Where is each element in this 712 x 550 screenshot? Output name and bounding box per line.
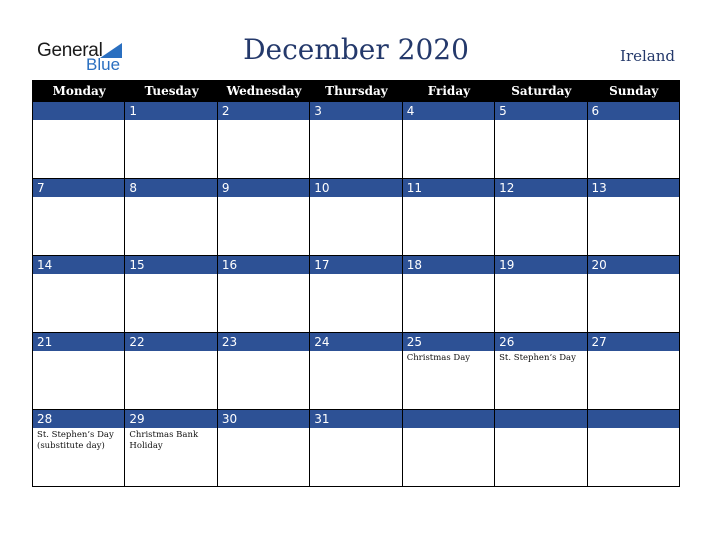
weekday-sunday: Sunday: [609, 84, 659, 98]
day-cell: [403, 410, 495, 487]
day-cell: [33, 179, 125, 256]
holiday-label: [218, 197, 309, 199]
week-row: [33, 410, 680, 487]
day-cell: [588, 410, 680, 487]
day-cell: [218, 256, 310, 333]
day-number: [495, 410, 586, 428]
day-number: 15: [125, 256, 216, 274]
weekday-monday: Monday: [52, 84, 106, 98]
logo-word-blue: Blue: [86, 55, 121, 74]
day-number: [33, 102, 124, 120]
holiday-label: [33, 351, 124, 353]
country-label: Ireland: [620, 47, 675, 65]
day-cell: [588, 179, 680, 256]
holiday-label: [218, 120, 309, 122]
day-number: 5: [495, 102, 586, 120]
day-number: 1: [125, 102, 216, 120]
weekday-friday: Friday: [427, 84, 471, 98]
holiday-label: St. Stephen’s Day: [499, 353, 576, 363]
holiday-label: [588, 351, 679, 353]
day-cell: [495, 102, 587, 179]
day-cell: [218, 102, 310, 179]
holiday-label: [588, 428, 679, 430]
day-cell: [33, 333, 125, 410]
holiday-label: [125, 120, 216, 122]
day-number: [403, 410, 494, 428]
weekday-header-row: [33, 81, 680, 102]
day-cell: [495, 256, 587, 333]
holiday-label: Christmas Bank Holiday: [129, 430, 199, 451]
holiday-label: [218, 274, 309, 276]
day-number: 25: [403, 333, 494, 351]
holiday-label: [495, 428, 586, 430]
day-number: 3: [310, 102, 401, 120]
day-cell: [310, 179, 402, 256]
day-cell: [588, 333, 680, 410]
day-number: 24: [310, 333, 401, 351]
holiday-label: [310, 274, 401, 276]
holiday-label: St. Stephen’s Day (substitute day): [37, 430, 114, 451]
day-cell: [403, 256, 495, 333]
day-number: 26: [495, 333, 586, 351]
day-cell: [403, 102, 495, 179]
day-number: 8: [125, 179, 216, 197]
holiday-label: [495, 120, 586, 122]
day-cell: [125, 256, 217, 333]
holiday-label: [125, 351, 216, 353]
day-cell: [310, 102, 402, 179]
day-cell: [403, 333, 495, 410]
holiday-label: [310, 197, 401, 199]
holiday-label: [310, 120, 401, 122]
week-row: [33, 179, 680, 256]
day-number: 22: [125, 333, 216, 351]
day-cell: [403, 179, 495, 256]
day-number: 30: [218, 410, 309, 428]
day-number: 23: [218, 333, 309, 351]
holiday-label: Christmas Day: [406, 353, 471, 363]
day-number: 11: [403, 179, 494, 197]
day-number: 6: [588, 102, 679, 120]
day-cell: [588, 256, 680, 333]
day-cell: [310, 256, 402, 333]
day-number: 29: [125, 410, 216, 428]
day-number: 9: [218, 179, 309, 197]
day-cell: [33, 102, 125, 179]
day-number: 31: [310, 410, 401, 428]
day-number: 19: [495, 256, 586, 274]
day-number: 2: [218, 102, 309, 120]
day-cell: [310, 410, 402, 487]
day-number: [588, 410, 679, 428]
holiday-label: [495, 197, 586, 199]
day-cell: [125, 179, 217, 256]
week-row: [33, 333, 680, 410]
holiday-label: [588, 120, 679, 122]
weekday-thursday: Thursday: [325, 84, 388, 98]
holiday-label: [403, 120, 494, 122]
day-cell: [218, 333, 310, 410]
day-number: 17: [310, 256, 401, 274]
holiday-label: [33, 274, 124, 276]
week-row: [33, 102, 680, 179]
logo-word-general: General: [37, 40, 103, 61]
holiday-label: [495, 274, 586, 276]
holiday-label: [588, 274, 679, 276]
calendar-title: December 2020: [243, 33, 469, 66]
day-number: 14: [33, 256, 124, 274]
holiday-label: [310, 351, 401, 353]
holiday-label: [403, 197, 494, 199]
holiday-label: [403, 274, 494, 276]
day-cell: [495, 410, 587, 487]
day-cell: [588, 102, 680, 179]
day-cell: [125, 102, 217, 179]
holiday-label: [310, 428, 401, 430]
day-cell: [125, 410, 217, 487]
day-number: 16: [218, 256, 309, 274]
holiday-label: [588, 197, 679, 199]
holiday-label: [218, 428, 309, 430]
day-cell: [33, 410, 125, 487]
holiday-label: [403, 428, 494, 430]
day-cell: [218, 179, 310, 256]
day-cell: [310, 333, 402, 410]
day-cell: [125, 333, 217, 410]
day-cell: [495, 333, 587, 410]
day-number: 21: [33, 333, 124, 351]
day-number: 12: [495, 179, 586, 197]
day-number: 28: [33, 410, 124, 428]
day-number: 4: [403, 102, 494, 120]
weekday-wednesday: Wednesday: [226, 84, 302, 98]
day-cell: [495, 179, 587, 256]
day-number: 27: [588, 333, 679, 351]
day-number: 18: [403, 256, 494, 274]
weekday-saturday: Saturday: [511, 84, 572, 98]
month-calendar: [32, 80, 680, 487]
weeks-container: [33, 102, 680, 487]
day-cell: [33, 256, 125, 333]
holiday-label: [33, 120, 124, 122]
holiday-label: [218, 351, 309, 353]
day-number: 10: [310, 179, 401, 197]
holiday-label: [33, 197, 124, 199]
day-number: 7: [33, 179, 124, 197]
day-cell: [218, 410, 310, 487]
day-number: 20: [588, 256, 679, 274]
week-row: [33, 256, 680, 333]
day-number: 13: [588, 179, 679, 197]
weekday-tuesday: Tuesday: [144, 84, 199, 98]
holiday-label: [125, 197, 216, 199]
holiday-label: [125, 274, 216, 276]
